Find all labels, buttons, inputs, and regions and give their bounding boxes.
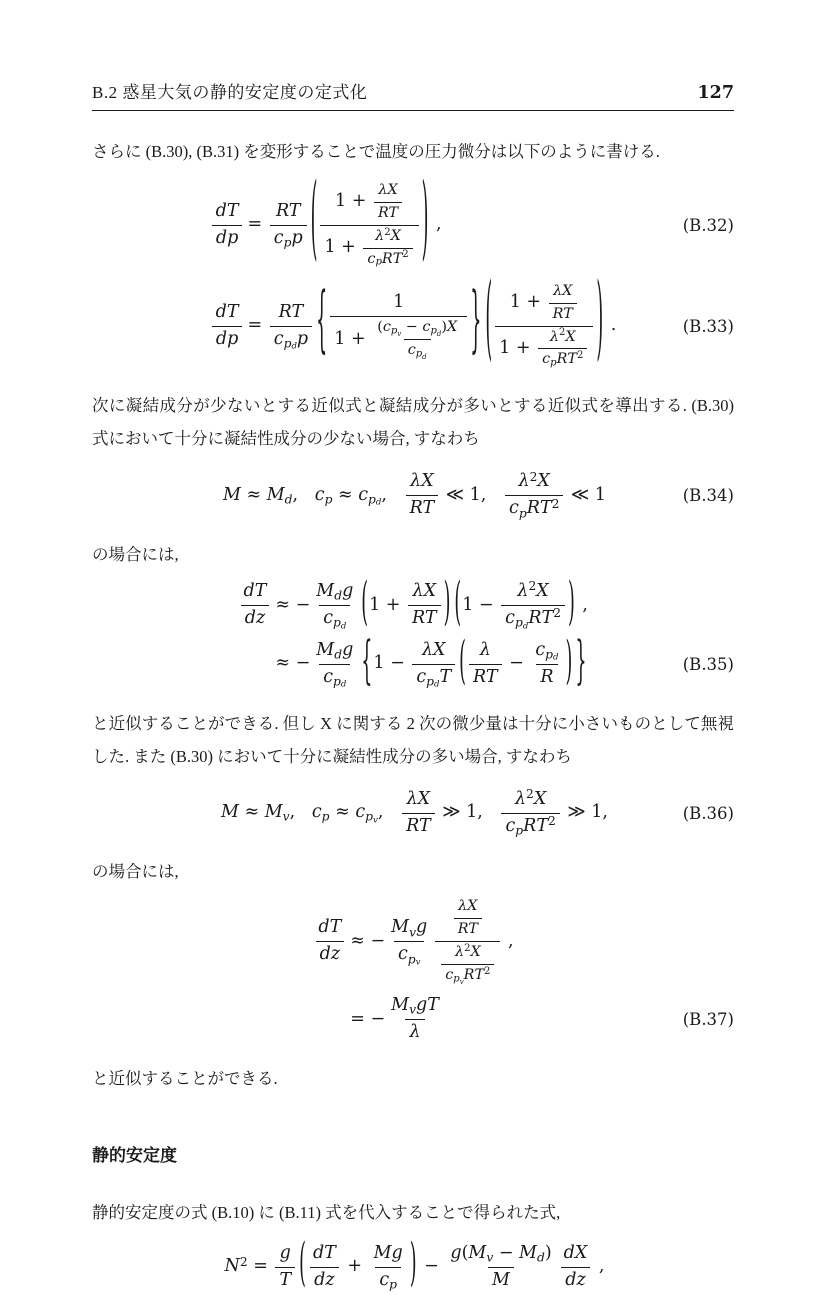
equation-number-b36: (B.36) (682, 803, 734, 823)
equation-b36: M ≈ M v , c p ≈ c p v , λX RT ≫ 1, λ 2 X c p R T 2 ≫ 1, (221, 786, 608, 838)
paragraph-in-this-case-2: の場合には, (92, 862, 179, 882)
equation-block-n2 (92, 1235, 734, 1295)
equation-b35-line2: ≈ − M d g c p d { 1 − λX c p d T ( λ RT − c p d R ) } (275, 632, 587, 692)
page-number: 127 (697, 83, 734, 103)
equation-block-b37 (92, 898, 734, 1043)
paragraph-intro: さらに (B.30), (B.31) を変形することで温度の圧力微分は以下のように書ける. (92, 142, 660, 161)
section-title: B.2 惑星大気の静的安定度の定式化 (92, 83, 368, 102)
page-header (92, 78, 734, 111)
equation-b37-line1: ≈ − M v g c p v λX RT λ 2 X c p v R T 2 , (350, 898, 514, 986)
equation-number-b32: (B.32) (682, 215, 734, 235)
equation-b33-lhs: dT dp (210, 302, 245, 351)
paragraph-approx-many: と近似することができる. 但し X に関する 2 次の微少量は十分に小さいものとして無視した. また (B.30) において十分に凝結性成分の多い場合, すなわち (92, 713, 734, 766)
equation-b33-rhs: = RT c p d p { 1 1 + ( c p v − c p d ) X c p d } ( 1 + $\frac{\lambda X}{RT}$ 1 + λ 2 X c p R T 2 ) . (247, 269, 617, 375)
equation-b34: M ≈ M d , c p ≈ c p d , λX RT ≪ 1, λ 2 X c p R T 2 ≪ 1 (223, 469, 606, 520)
subsection-heading-static-stability: 静的安定度 (92, 1145, 177, 1165)
paragraph-approx-few: 次に凝結成分が少ないとする近似式と凝結成分が多いとする近似式を導出する. (B.30) 式において十分に凝結性成分の少ない場合, すなわち (92, 396, 734, 449)
equation-b32-lhs: dT dp (210, 201, 245, 250)
equation-n-squared: N 2 = $\frac{g}{T}$ ( dT dz + Mg c p ) − g ( M v − M d ) M dX dz , (224, 1235, 605, 1295)
equation-number-b34: (B.34) (682, 486, 734, 506)
equation-block-b36 (92, 786, 734, 838)
equation-block-b32-b33 (92, 168, 734, 375)
equation-number-b35: (B.35) (682, 654, 734, 674)
equation-b37-line2: = − M v gT λ (350, 995, 439, 1042)
equation-b37-lhs: dT dz (312, 917, 347, 966)
paragraph-in-this-case-1: の場合には, (92, 545, 179, 565)
equation-b32-rhs: = RT c p p ( 1 + $\frac{\lambda X}{RT}$ 1 + λ 2 X c p R T 2 ) , (247, 168, 442, 274)
paragraph-static-stability-intro: 静的安定度の式 (B.10) に (B.11) 式を代入することで得られた式, (92, 1202, 561, 1222)
equation-number-b37: (B.37) (682, 1009, 734, 1029)
paragraph-conclusion: と近似することができる. (92, 1068, 278, 1088)
equation-block-b35 (92, 573, 734, 692)
equation-block-b34 (92, 471, 734, 520)
equation-number-b33: (B.33) (682, 316, 734, 336)
equation-b35-line1: ≈ − M d g c p d ( 1 + $\frac{\lambda X}{RT}$ ) ( 1 − λ 2 X c p d R T 2 ) , (275, 573, 588, 633)
equation-b35-lhs: dT dz (238, 581, 273, 630)
